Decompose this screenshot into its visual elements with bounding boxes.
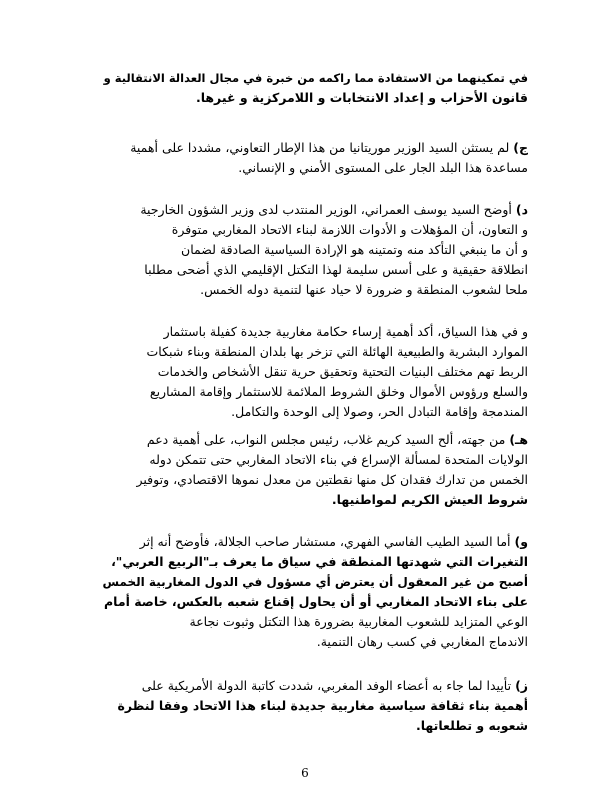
paragraph-line: شعوبه و تطلعاتها. [415,718,528,733]
paragraph-line: و) أما السيد الطيب الفاسي الفهري، مستشار صاحب الجلالة، فأوضح أنه إثر [139,534,528,549]
paragraph-label: د) [515,202,528,217]
paragraph-line: التغيرات التي شهدتها المنطقة في سياق ما يعرف بـ"الربيع العربي"، [111,554,528,569]
paragraph-ha [98,430,528,510]
paragraph-label: ج) [513,140,528,155]
paragraph-line: هـ) من جهته، ألح السيد كريم غلاب، رئيس مجلس النواب، على أهمية دعم [146,432,528,447]
paragraph-line: في تمكينهما من الاستفادة مما راكمه من خبرة في مجال العدالة الانتقالية و [103,71,528,85]
paragraph-label: ز) [515,678,528,693]
paragraph-dal [98,200,528,300]
paragraph-line: د) أوضح السيد يوسف العمراني، الوزير المنتدب لدى وزير الشؤون الخارجية [140,202,528,217]
paragraph-line: و أن ما ينبغي التأكد منه وتمتينه هو الإرادة السياسية الصادقة لضمان [181,242,528,257]
paragraph-line: انطلاقة حقيقية و على أسس سليمة لهذا التكتل الإقليمي الذي أضحى مطلبا [144,262,528,277]
paragraph-line: أصبح من غير المعقول أن يعترض أي مسؤول في الدول المغاربية الخمس [102,575,528,589]
paragraph-line: و التعاون، أن المؤهلات و الأدوات اللازمة لبناء الاتحاد المغاربي متوفرة [171,222,528,237]
paragraph-line: الوعي المتزايد للشعوب المغاربية بضرورة هذا التكتل وثبوت نجاعة [189,614,528,629]
paragraph-line: والسلع ورؤوس الأموال وخلق الشروط الملائمة للاستثمار وإقامة المشاريع [149,384,528,399]
paragraph-line: الولايات المتحدة لمسألة الإسراع في بناء الاتحاد المغاربي حتى تتمكن دوله [149,452,528,467]
paragraph-line: شروط العيش الكريم لمواطنيها. [331,492,528,507]
paragraph-line: الموارد البشرية والطبيعية الهائلة التي تزخر بها بلدان المنطقة وبناء شبكات [146,344,528,359]
paragraph-jim [98,138,528,178]
paragraph-label: و) [514,534,528,549]
paragraph-line: مساعدة هذا البلد الجار على المستوى الأمني و الإنساني. [238,160,528,175]
paragraph-line: و في هذا السياق، أكد أهمية إرساء حكامة مغاربية جديدة كفيلة باستثمار [163,324,528,339]
paragraph-context [98,322,528,422]
paragraph-line: ملحا لشعوب المنطقة و ضرورة لا حياد عنها لتنمية دوله الخمس. [200,282,528,297]
paragraph-line: قانون الأحزاب و إعداد الانتخابات و اللامركزية و غيرها. [195,90,528,105]
paragraph-line: الخمس من تدارك فقدان كل منها نقطتين من معدل نموها الاقتصادي، وتوفير [136,472,528,487]
paragraph-label: هـ) [509,432,528,447]
paragraph-line: ج) لم يستثن السيد الوزير موريتانيا من هذا الإطار التعاوني، مشددا على أهمية [130,140,528,155]
paragraph-waw [98,532,528,652]
paragraph-line: الربط تهم مختلف البنيات التحتية وتحقيق حرية تنقل الأشخاص والخدمات [157,364,528,379]
paragraph-line: ز) تأييدا لما جاء به أعضاء الوفد المغربي، شددت كاتبة الدولة الأمريكية على [141,678,528,693]
paragraph-line: على بناء الاتحاد المغاربي أو أن يحاول إقناع شعبه بالعكس، خاصة أمام [103,594,528,609]
paragraph-line: أهمية بناء ثقافة سياسية مغاربية جديدة لبناء هذا الاتحاد وفقا لنظرة [117,698,528,713]
paragraph-line: الاندماج المغاربي في كسب رهان التنمية. [316,634,528,649]
paragraph-zay [98,676,528,736]
paragraph-continuation [98,68,528,108]
paragraph-line: المندمجة وإقامة التبادل الحر، وصولا إلى الوحدة والتكامل. [231,404,528,419]
page-number: 6 [301,766,309,780]
